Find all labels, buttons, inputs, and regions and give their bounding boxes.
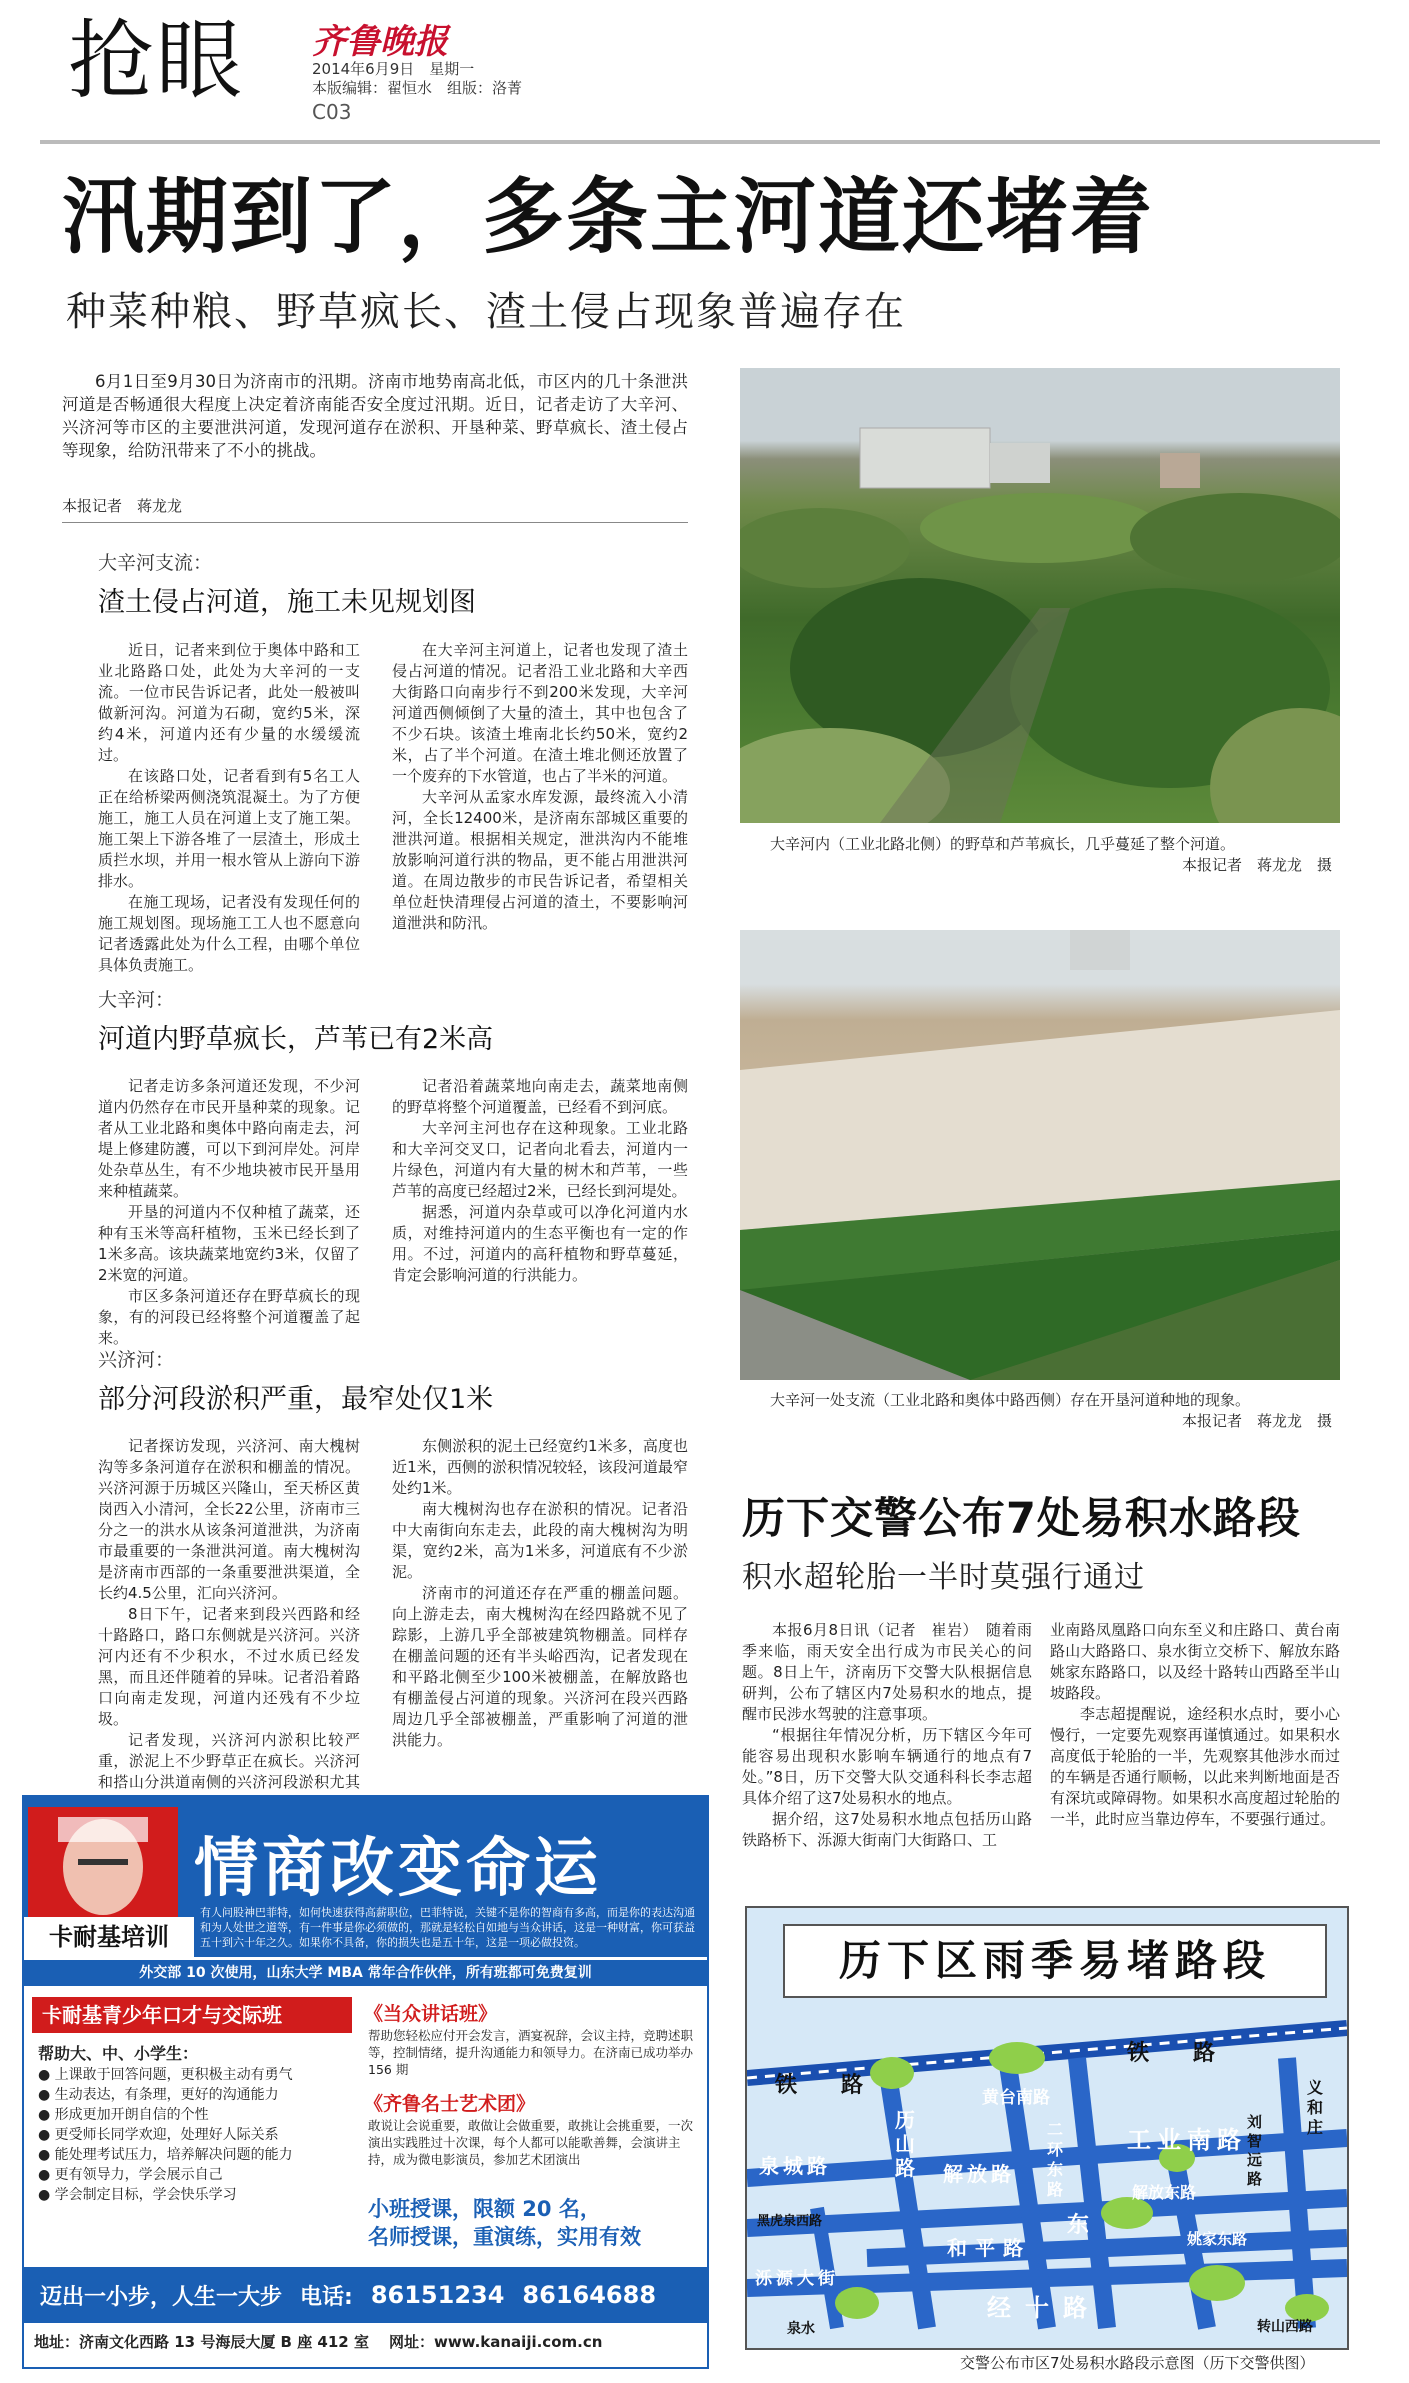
road-label: 黄台南路 bbox=[982, 2088, 1050, 2108]
issue-date: 2014年6月9日 星期一 bbox=[312, 60, 475, 78]
paragraph: 据悉，河道内杂草或可以净化河道内水质，对维持河道内的生态平衡也有一定的作用。不过，河道内的高秆植物和野草蔓延，肯定会影响河道的行洪能力。 bbox=[392, 1203, 688, 1284]
course-title: 《齐鲁名士艺术团》 bbox=[364, 2093, 536, 2115]
road-label: 姚家东路 bbox=[1187, 2230, 1248, 2248]
main-subhead: 种菜种粮、野草疯长、渣土侵占现象普遍存在 bbox=[66, 289, 906, 335]
article-column bbox=[742, 1620, 1032, 1851]
footer-slogan: 迈出一小步，人生一大步 bbox=[40, 2284, 283, 2310]
paragraph: “根据往年情况分析，历下辖区今年可能容易出现积水影响车辆通行的地点有7处。”8日，历下交警大队交通科科长李志超具体介绍了这7处易积水的地点。 bbox=[742, 1726, 1032, 1807]
youth-intro: 帮助大、中、小学生： bbox=[38, 2044, 199, 2063]
list-item: ● 形成更加开朗自信的个性 bbox=[38, 2107, 209, 2123]
portrait-illustration bbox=[28, 1807, 178, 1917]
paragraph: 市区多条河道还存在野草疯长的现象，有的河段已经将整个河道覆盖了起来。 bbox=[98, 1287, 360, 1347]
article-column bbox=[1050, 1620, 1340, 1830]
section-kicker: 大辛河： bbox=[98, 989, 175, 1011]
article-column bbox=[98, 1076, 360, 1349]
photo-credit: 本报记者 蒋龙龙 摄 bbox=[1181, 1412, 1332, 1430]
road-label: 二环东路 bbox=[1047, 2120, 1064, 2199]
section-title: 部分河段淤积严重，最窄处仅1米 bbox=[98, 1384, 494, 1415]
section-kicker: 大辛河支流： bbox=[98, 552, 213, 574]
paragraph: 在施工现场，记者没有发现任何的施工规划图。现场施工工人也不愿意向记者透露此处为什么工程，由哪个单位具体负责施工。 bbox=[98, 893, 360, 974]
ad-promo bbox=[368, 2195, 698, 2251]
course-title: 《当众讲话班》 bbox=[364, 2003, 498, 2025]
flood-map bbox=[745, 1906, 1349, 2350]
photo-caption bbox=[770, 834, 1340, 876]
second-headline: 历下交警公布7处易积水路段 bbox=[742, 1494, 1301, 1544]
riverbank-photo-illustration bbox=[740, 930, 1340, 1380]
photo-credit: 本报记者 蒋龙龙 摄 bbox=[1181, 856, 1332, 874]
website-label: 网址： bbox=[388, 2333, 434, 2351]
article-column bbox=[392, 1436, 688, 1751]
caption-text: 大辛河内（工业北路北侧）的野草和芦苇疯长，几乎蔓延了整个河道。 bbox=[770, 835, 1236, 853]
photo-cultivated-riverbank bbox=[740, 930, 1340, 1380]
road-label: 经十路 bbox=[987, 2294, 1101, 2322]
section-name: 抢眼 bbox=[68, 11, 244, 111]
paragraph: 大辛河从孟家水库发源，最终流入小清河，全长12400米，是济南东部城区重要的泄洪河道。根据相关规定，泄洪沟内不能堆放影响河道行洪的物品，更不能占用泄洪河道。在周边散步的市民告诉记者，希望相关单位赶快清理侵占河道的渣土，不要影响河道泄洪和防汛。 bbox=[392, 788, 688, 932]
list-item: ● 生动表达，有条理，更好的沟通能力 bbox=[38, 2087, 279, 2103]
paragraph: 记者发现，兴济河内淤积比较严重，淤泥上不少野草正在疯长。兴济河和搭山分洪道南侧的兴济河段淤积尤其 bbox=[98, 1731, 360, 1791]
road-label: 和平路 bbox=[947, 2236, 1031, 2260]
road-label: 黑虎泉西路 bbox=[757, 2214, 823, 2229]
paragraph: 济南市的河道还存在严重的棚盖问题。向上游走去，南大槐树沟在经四路就不见了踪影，上游几乎全部被建筑物棚盖。同样存在棚盖问题的还有半头峪西沟，记者发现在和平路北侧至少100米被棚盖，在解放路也有棚盖侵占河道的现象。兴济河在段兴西路周边几乎全部被棚盖，严重影响了河道的泄洪能力。 bbox=[392, 1584, 688, 1749]
list-item: ● 学会制定目标，学会快乐学习 bbox=[38, 2187, 237, 2203]
page-number: C03 bbox=[312, 100, 352, 124]
paragraph: 近日，记者来到位于奥体中路和工业北路路口处，此处为大辛河的一支流。一位市民告诉记者，此处一般被叫做新河沟。河道为石砌，宽约5米，深约4米，河道内还有少量的水缓缓流过。 bbox=[98, 641, 360, 764]
article-column bbox=[392, 1076, 688, 1286]
caption-text: 大辛河一处支流（工业北路和奥体中路西侧）存在开垦河道种地的现象。 bbox=[770, 1391, 1251, 1409]
road-label: 历山路 bbox=[895, 2108, 915, 2180]
article-column bbox=[98, 1436, 360, 1814]
paragraph: 大辛河主河也存在这种现象。工业北路和大辛河交叉口，记者向北看去，河道内一片绿色，河道内有大量的树木和芦苇，一些芦苇的高度已经超过2米，已经长到河堤处。 bbox=[392, 1119, 688, 1200]
paragraph: 东侧淤积的泥土已经宽约1米多，高度也近1米，西侧的淤积情况较轻，该段河道最窄处约1米。 bbox=[392, 1437, 688, 1497]
road-label: 解放东路 bbox=[1132, 2183, 1197, 2202]
promo-line: 小班授课，限额 20 名， bbox=[368, 2197, 601, 2221]
paragraph: 记者沿着蔬菜地向南走去，蔬菜地南侧的野草将整个河道覆盖，已经看不到河底。 bbox=[392, 1077, 688, 1116]
course-description: 帮助您轻松应付开会发言，酒宴祝辞，会议主持，竞聘述职等，控制情绪，提升沟通能力和领导力。在济南已成功举办 156 期 bbox=[368, 2028, 694, 2077]
road-label: 铁 路 bbox=[1127, 2041, 1216, 2066]
paragraph: 记者探访发现，兴济河、南大槐树沟等多条河道存在淤积和棚盖的情况。兴济河源于历城区兴隆山，至天桥区黄岗西入小清河，全长22公里，济南市三分之一的洪水从该条河道泄洪，为济南市最重要的一条泄洪河道。南大槐树沟是济南市西部的一条重要泄洪渠道，全长约4.5公里，汇向兴济河。 bbox=[98, 1437, 360, 1602]
list-item: ● 上课敢于回答问题，更积极主动有勇气 bbox=[38, 2067, 293, 2083]
ad-intro: 有人问股神巴菲特，如何快速获得高薪职位，巴菲特说，关键不是你的智商有多高，而是你的表达沟通和为人处世之道等，有一件事是你必须做的，那就是轻松自如地与当众讲话，这是一种财富，你可获益五十到六十年之久。如果你不具备，你的损失也是五十年，这是一项必做投资。 bbox=[200, 1906, 695, 1949]
road-label: 工业南路 bbox=[1127, 2126, 1247, 2154]
phone-number: 86151234 bbox=[370, 2281, 505, 2309]
paragraph: 本报6月8日讯（记者 崔岩） 随着雨季来临，雨天安全出行成为市民关心的问题。8日上午，济南历下交警大队根据信息研判，公布了辖区内7处易积水的地点，提醒市民涉水驾驶的注意事项。 bbox=[742, 1621, 1032, 1723]
list-item: ● 更受师长同学欢迎，处理好人际关系 bbox=[38, 2127, 279, 2143]
paragraph: 业南路凤凰路口向东至义和庄路口、黄台南路山大路路口、泉水街立交桥下、解放东路姚家东路路口，以及经十路转山西路至半山坡路段。 bbox=[1050, 1621, 1340, 1702]
ad-portrait bbox=[28, 1807, 178, 1917]
road-label: 义和庄 bbox=[1307, 2078, 1324, 2137]
road-label: 解放路 bbox=[943, 2162, 1015, 2186]
youth-course-title: 卡耐基青少年口才与交际班 bbox=[32, 1997, 352, 2033]
ad-address-line bbox=[34, 2331, 704, 2352]
ad-brand: 卡耐基培训 bbox=[24, 1917, 194, 1957]
editors: 本版编辑：翟恒水 组版：洛菁 bbox=[312, 79, 523, 97]
paragraph: 在大辛河主河道上，记者也发现了渣土侵占河道的情况。记者沿工业北路和大辛西大街路口向南步行不到200米发现，大辛河河道西侧倾倒了大量的渣土，其中也包含了不少石块。该渣土堆南北长约50米，宽约2米，占了半个河道。在渣土堆北侧还放置了一个废弃的下水管道，也占了半米的河道。 bbox=[392, 641, 688, 785]
promo-line: 名师授课，重演练，实用有效 bbox=[368, 2225, 641, 2249]
section-kicker: 兴济河： bbox=[98, 1349, 175, 1371]
paragraph: 李志超提醒说，途经积水点时，要小心慢行，一定要先观察再谨慎通过。如果积水高度低于轮胎的一半，先观察其他涉水而过的车辆是否通行顺畅，以此来判断地面是否有深坑或障碍物。如果积水高度超过轮胎的一半，此时应当靠边停车，不要强行通过。 bbox=[1050, 1705, 1340, 1828]
photo-caption bbox=[770, 1390, 1340, 1432]
paragraph: 据介绍，这7处易积水地点包括历山路铁路桥下、泺源大街南门大街路口、工 bbox=[742, 1810, 1032, 1849]
photo-overgrown-river bbox=[740, 368, 1340, 823]
map-title: 历下区雨季易堵路段 bbox=[783, 1924, 1327, 1998]
list-item: ● 能处理考试压力，培养解决问题的能力 bbox=[38, 2147, 293, 2163]
road-label: 转山西路 bbox=[1257, 2319, 1313, 2335]
road-label: 铁 路 bbox=[775, 2073, 864, 2098]
road-label: 泉城路 bbox=[759, 2154, 831, 2178]
phone-label: 电话: bbox=[300, 2284, 353, 2310]
ad-slogan: 情商改变命运 bbox=[194, 1832, 602, 1906]
ad-partner-bar: 外交部 10 次使用，山东大学 MBA 常年合作伙伴，所有班都可免费复训 bbox=[24, 1960, 707, 1986]
main-headline: 汛期到了，多条主河道还堵着 bbox=[62, 170, 1155, 265]
header-divider bbox=[40, 140, 1380, 144]
byline: 本报记者 蒋龙龙 bbox=[62, 497, 183, 515]
phone-number: 86164688 bbox=[522, 2281, 657, 2309]
river-photo-illustration bbox=[740, 368, 1340, 823]
website: www.kanaiji.com.cn bbox=[433, 2333, 603, 2351]
road-label: 泺源大街 bbox=[755, 2269, 839, 2289]
section-title: 河道内野草疯长，芦苇已有2米高 bbox=[98, 1024, 494, 1055]
address: 地址：济南文化西路 13 号海辰大厦 B 座 412 室 bbox=[34, 2333, 369, 2351]
map-caption: 交警公布市区7处易积水路段示意图（历下交警供图） bbox=[960, 2354, 1315, 2372]
divider bbox=[62, 522, 688, 523]
section-title: 渣土侵占河道，施工未见规划图 bbox=[98, 587, 476, 618]
paragraph: 8日下午，记者来到段兴西路和经十路路口，路口东侧就是兴济河。兴济河内还有不少积水，不过水质已经发黑，而且还伴随着的异味。记者沿着路口向南走发现，河道内还残有不少垃圾。 bbox=[98, 1605, 360, 1728]
ad-contact-bar bbox=[24, 2267, 707, 2323]
masthead-logo: 齐鲁晚报 bbox=[312, 22, 448, 62]
road-label: 泉水 bbox=[787, 2321, 815, 2337]
paragraph: 在该路口处，记者看到有5名工人正在给桥梁两侧浇筑混凝土。为了方便施工，施工人员在河道上支了施工架。施工架上下游各堆了一层渣土，形成土质拦水坝，并用一根水管从上游向下游排水。 bbox=[98, 767, 360, 890]
paragraph: 南大槐树沟也存在淤积的情况。记者沿中大南街向东走去，此段的南大槐树沟为明渠，宽约2米，高为1米多，河道底有不少淤泥。 bbox=[392, 1500, 688, 1581]
paragraph: 开垦的河道内不仅种植了蔬菜，还种有玉米等高秆植物，玉米已经长到了1米多高。该块蔬菜地宽约3米，仅留了2米宽的河道。 bbox=[98, 1203, 360, 1284]
paragraph: 记者走访多条河道还发现，不少河道内仍然存在市民开垦种菜的现象。记者从工业北路和奥体中路向南走去，河堤上修建防護，可以下到河岸处。河岸处杂草丛生，有不少地块被市民开垦用来种植蔬菜。 bbox=[98, 1077, 360, 1200]
youth-benefits bbox=[38, 2065, 348, 2205]
road-label: 刘智远路 bbox=[1247, 2113, 1263, 2188]
page-meta bbox=[312, 60, 522, 98]
course-description: 敢说让会说重要，敢做让会做重要，敢挑让会挑重要，一次演出实践胜过十次课，每个人都可以能歌善舞，会演讲主持，成为微电影演员，参加艺术团演出 bbox=[368, 2118, 694, 2167]
road-label: 东 bbox=[1067, 2213, 1090, 2238]
lede-paragraph: 6月1日至9月30日为济南市的汛期。济南市地势南高北低，市区内的几十条泄洪河道是否畅通很大程度上决定着济南能否安全度过汛期。近日，记者走访了大辛河、兴济河等市区的主要泄洪河道，发现河道存在淤积、开垦种菜、野草疯长、渣土侵占等现象，给防汛带来了不小的挑战。 bbox=[62, 372, 688, 460]
second-subhead: 积水超轮胎一半时莫强行通过 bbox=[742, 1560, 1145, 1595]
article-column bbox=[392, 640, 688, 934]
list-item: ● 更有领导力，学会展示自己 bbox=[38, 2167, 223, 2183]
advertisement bbox=[22, 1795, 709, 2369]
article-column bbox=[98, 640, 360, 976]
